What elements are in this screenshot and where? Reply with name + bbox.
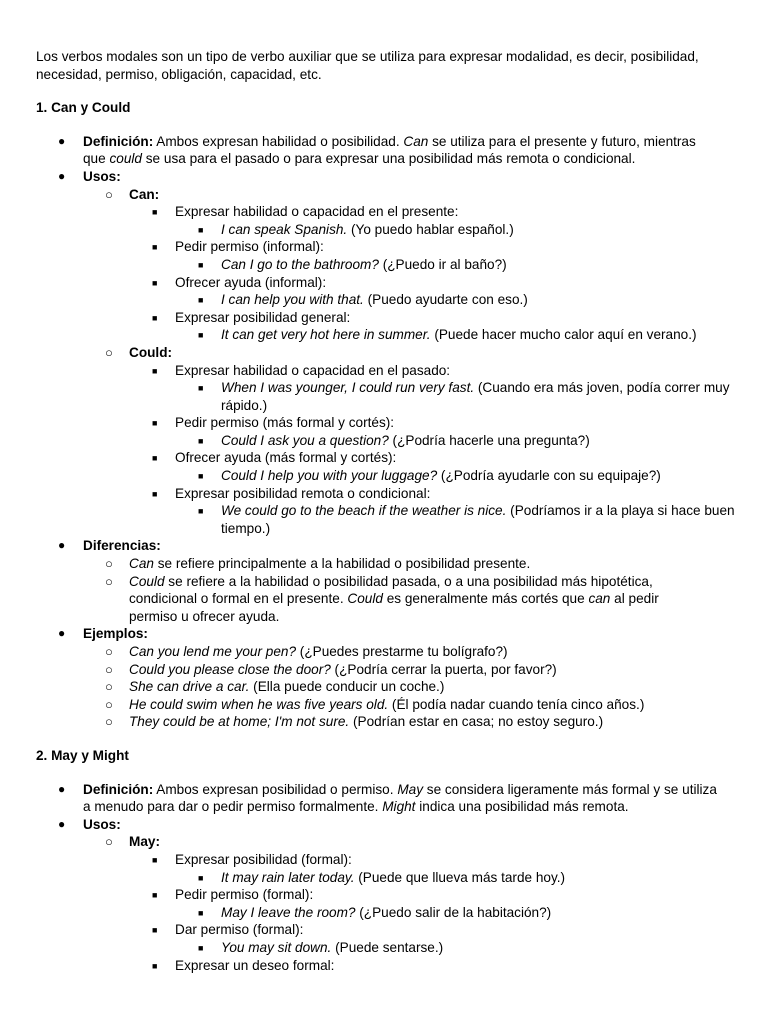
intro-paragraph: Los verbos modales son un tipo de verbo auxiliar que se utiliza para expresar modalidad, es decir, posibilidad, necesidad, permiso, obligación, capacidad, etc. (36, 49, 699, 82)
bullet-square-icon: ■ (152, 453, 158, 464)
example-item: ■ I can speak Spanish. (Yo puedo hablar español.) (175, 221, 736, 239)
bullet-square-icon: ■ (198, 383, 204, 394)
bullet-circle-icon: ○ (105, 696, 113, 712)
bullet-square-icon: ■ (198, 259, 204, 270)
example-item: ■ I can help you with that. (Puedo ayudarte con eso.) (175, 291, 736, 309)
bullet-disc-icon: ● (58, 626, 66, 641)
use-item: ■ Ofrecer ayuda (informal): ■ I can help you with that. (Puedo ayudarte con eso.) (129, 274, 736, 309)
bullet-square-icon: ■ (198, 942, 204, 953)
use-item: ■ Ofrecer ayuda (más formal y cortés): ■ Could I help you with your luggage? (¿Podría ayudarle con su equipaje?) (129, 449, 736, 484)
bullet-square-icon: ■ (152, 418, 158, 429)
use-item: ■ Dar permiso (formal): ■ You may sit down. (Puede sentarse.) (129, 921, 736, 956)
bullet-square-icon: ■ (152, 925, 158, 936)
use-item: ■ Expresar posibilidad general: ■ It can get very hot here in summer. (Puede hacer mucho calor aquí en verano.) (129, 309, 736, 344)
differences-item: ● Diferencias: ○ Can se refiere principalmente a la habilidad o posibilidad presente. ○ Could se refiere a la habilidad o posibilidad pasada, o a una posibilidad más hipotética, condicional o formal en el presente. Could es generalmente más cortés que can al pedir permiso u ofrecer ayuda. (36, 537, 736, 625)
use-item: ■ Expresar habilidad o capacidad en el presente: ■ I can speak Spanish. (Yo puedo hablar español.) (129, 203, 736, 238)
example-item: ○ Can you lend me your pen? (¿Puedes prestarme tu bolígrafo?) (105, 644, 508, 659)
use-item: ■ Pedir permiso (formal): ■ May I leave the room? (¿Puedo salir de la habitación?) (129, 886, 736, 921)
bullet-circle-icon: ○ (105, 186, 113, 202)
bullet-square-icon: ■ (152, 488, 158, 499)
bullet-square-icon: ■ (198, 506, 204, 517)
bullet-square-icon: ■ (198, 872, 204, 883)
bullet-square-icon: ■ (152, 854, 158, 865)
bullet-circle-icon: ○ (105, 661, 113, 677)
example-item: ○ He could swim when he was five years old. (Él podía nadar cuando tenía cinco años.) (105, 696, 645, 712)
example-item: ○ They could be at home; I'm not sure. (Podrían estar en casa; no estoy seguro.) (105, 714, 604, 730)
example-item: ■ It may rain later today. (Puede que llueva más tarde hoy.) (175, 869, 736, 887)
bullet-disc-icon: ● (58, 538, 66, 553)
bullet-disc-icon: ● (58, 816, 66, 831)
example-item: ■ When I was younger, I could run very fast. (Cuando era más joven, podía correr muy rápido.) (198, 380, 730, 413)
bullet-square-icon: ■ (198, 907, 204, 918)
bullet-square-icon: ■ (198, 471, 204, 482)
example-item: ■ Can I go to the bathroom? (¿Puedo ir al baño?) (175, 256, 736, 274)
use-item: ■ Pedir permiso (informal): ■ Can I go to the bathroom? (¿Puedo ir al baño?) (129, 238, 736, 273)
use-item: ■ Pedir permiso (más formal y cortés): ■ Could I ask you a question? (¿Podría hacerle una pregunta?) (129, 414, 736, 449)
definition-item: ● Definición: Ambos expresan habilidad o posibilidad. Can se utiliza para el presente y futuro, mientras que could se usa para el pasado o para expresar una posibilidad más remota o condicional. (58, 133, 696, 167)
section-title-may-might: 2. May y Might (36, 747, 129, 763)
difference-item: ○ Could se refiere a la habilidad o posibilidad pasada, o a una posibilidad más hipotética, condicional o formal en el presente. Could es generalmente más cortés que can al pedir permiso u ofrecer ayuda. (105, 573, 659, 624)
bullet-square-icon: ■ (198, 224, 204, 235)
example-item: ■ May I leave the room? (¿Puedo salir de la habitación?) (175, 904, 736, 922)
usos-list (83, 186, 736, 538)
difference-item: ○ Can se refiere principalmente a la habilidad o posibilidad presente. (105, 556, 531, 572)
section-1-list (36, 133, 736, 731)
bullet-circle-icon: ○ (105, 679, 113, 695)
bullet-disc-icon: ● (58, 133, 66, 148)
usos-item: ● Usos: ○ Can: ■ Expresar habilidad o capacidad en el presente: ■ I can speak Spanish. (Yo puedo hablar español.) ■ Pedir permiso (informal): ■ Can I go to the bathroom? (¿Puedo ir al baño?) ■ Ofrecer ayuda (informal): ■ I can help you with that. (Puedo ayudarte con eso.) ■ Expresar posibilidad general: ■ It can get very hot here in summer. (Puede hacer mucho calor aquí en verano.) ○ Could: ■ Expresar habilidad o capacidad en el pasado: ■ When I was younger, I could run very fast. (Cuando era más joven, podía correr muy rápido.) ■ Pedir permiso (más formal y cortés): ■ Could I ask you a question? (¿Podría hacerle una pregunta?) ■ Ofrecer ayuda (más formal y cortés): ■ Could I help you with your luggage? (¿Podría ayudarle con su equipaje?) ■ Expresar posibilidad remota o condicional: ■ We could go to the beach if the weather is nice. (Podríamos ir a la playa si hace buen tiempo.) (58, 168, 735, 536)
bullet-circle-icon: ○ (105, 644, 113, 659)
section-title-can-could: 1. Can y Could (36, 100, 131, 116)
example-item: ■ Could I ask you a question? (¿Podría hacerle una pregunta?) (175, 432, 736, 450)
bullet-square-icon: ■ (198, 330, 204, 341)
bullet-square-icon: ■ (198, 435, 204, 446)
bullet-disc-icon: ● (58, 781, 66, 796)
example-item: ■ You may sit down. (Puede sentarse.) (175, 939, 736, 957)
example-item: ○ Could you please close the door? (¿Podría cerrar la puerta, por favor?) (105, 661, 557, 677)
bullet-square-icon: ■ (152, 890, 158, 901)
example-item: ■ We could go to the beach if the weather is nice. (Podríamos ir a la playa si hace buen tiempo.) (198, 503, 735, 536)
bullet-square-icon: ■ (152, 960, 158, 971)
bullet-circle-icon: ○ (105, 714, 113, 730)
example-item: ■ It can get very hot here in summer. (Puede hacer mucho calor aquí en verano.) (175, 326, 736, 344)
group-can: ○ Can: ■ Expresar habilidad o capacidad en el presente: ■ I can speak Spanish. (Yo puedo hablar español.) ■ Pedir permiso (informal): ■ Can I go to the bathroom? (¿Puedo ir al baño?) ■ Ofrecer ayuda (informal): ■ I can help you with that. (Puedo ayudarte con eso.) ■ Expresar posibilidad general: ■ It can get very hot here in summer. (Puede hacer mucho calor aquí en verano.) (83, 186, 736, 344)
bullet-circle-icon: ○ (105, 834, 113, 850)
bullet-circle-icon: ○ (105, 344, 113, 360)
bullet-square-icon: ■ (152, 207, 158, 218)
usos-item: ● Usos: ○ May: ■ Expresar posibilidad (formal): ■ It may rain later today. (Puede que llueva más tarde hoy.) ■ Pedir permiso (formal): ■ May I leave the room? (¿Puedo salir de la habitación?) ■ Dar permiso (formal): ■ You may sit down. (Puede sentarse.) ■ Expresar un deseo formal: (36, 816, 736, 974)
examples-item: ● Ejemplos: ○ Can you lend me your pen? (¿Puedes prestarme tu bolígrafo?) ○ Could you please close the door? (¿Podría cerrar la puerta, por favor?) ○ She can drive a car. (Ella puede conducir un coche.) ○ He could swim when he was five years old. (Él podía nadar cuando tenía cinco años.) ○ They could be at home; I'm not sure. (Podrían estar en casa; no estoy seguro.) (36, 625, 736, 731)
bullet-square-icon: ■ (152, 242, 158, 253)
example-item: ■ Could I help you with your luggage? (¿Podría ayudarle con su equipaje?) (175, 467, 736, 485)
bullet-circle-icon: ○ (105, 573, 113, 589)
section-2-list (36, 781, 736, 975)
bullet-square-icon: ■ (152, 312, 158, 323)
bullet-square-icon: ■ (198, 295, 204, 306)
use-item: ■ Expresar habilidad o capacidad en el pasado: ■ When I was younger, I could run very fast. (Cuando era más joven, podía correr muy rápido.) (129, 362, 736, 415)
document (36, 48, 736, 974)
bullet-square-icon: ■ (152, 365, 158, 376)
use-item: ■ Expresar posibilidad remota o condicional: ■ We could go to the beach if the weather is nice. (Podríamos ir a la playa si hace buen tiempo.) (152, 485, 735, 536)
bullet-circle-icon: ○ (105, 556, 113, 572)
group-could: ○ Could: ■ Expresar habilidad o capacidad en el pasado: ■ When I was younger, I could run very fast. (Cuando era más joven, podía correr muy rápido.) ■ Pedir permiso (más formal y cortés): ■ Could I ask you a question? (¿Podría hacerle una pregunta?) ■ Ofrecer ayuda (más formal y cortés): ■ Could I help you with your luggage? (¿Podría ayudarle con su equipaje?) ■ Expresar posibilidad remota o condicional: ■ We could go to the beach if the weather is nice. (Podríamos ir a la playa si hace buen tiempo.) (105, 344, 735, 536)
use-item: ■ Expresar posibilidad (formal): ■ It may rain later today. (Puede que llueva más tarde hoy.) (129, 851, 736, 886)
group-may: ○ May: ■ Expresar posibilidad (formal): ■ It may rain later today. (Puede que llueva más tarde hoy.) ■ Pedir permiso (formal): ■ May I leave the room? (¿Puedo salir de la habitación?) ■ Dar permiso (formal): ■ You may sit down. (Puede sentarse.) ■ Expresar un deseo formal: (83, 833, 736, 974)
use-item: ■ Expresar un deseo formal: (129, 957, 736, 975)
definition-item: ● Definición: Ambos expresan posibilidad o permiso. May se considera ligeramente más formal y se utiliza a menudo para dar o pedir permiso formalmente. Might indica una posibilidad más remota. (58, 781, 717, 815)
example-item: ○ She can drive a car. (Ella puede conducir un coche.) (105, 679, 445, 695)
bullet-square-icon: ■ (152, 277, 158, 288)
bullet-disc-icon: ● (58, 168, 66, 183)
